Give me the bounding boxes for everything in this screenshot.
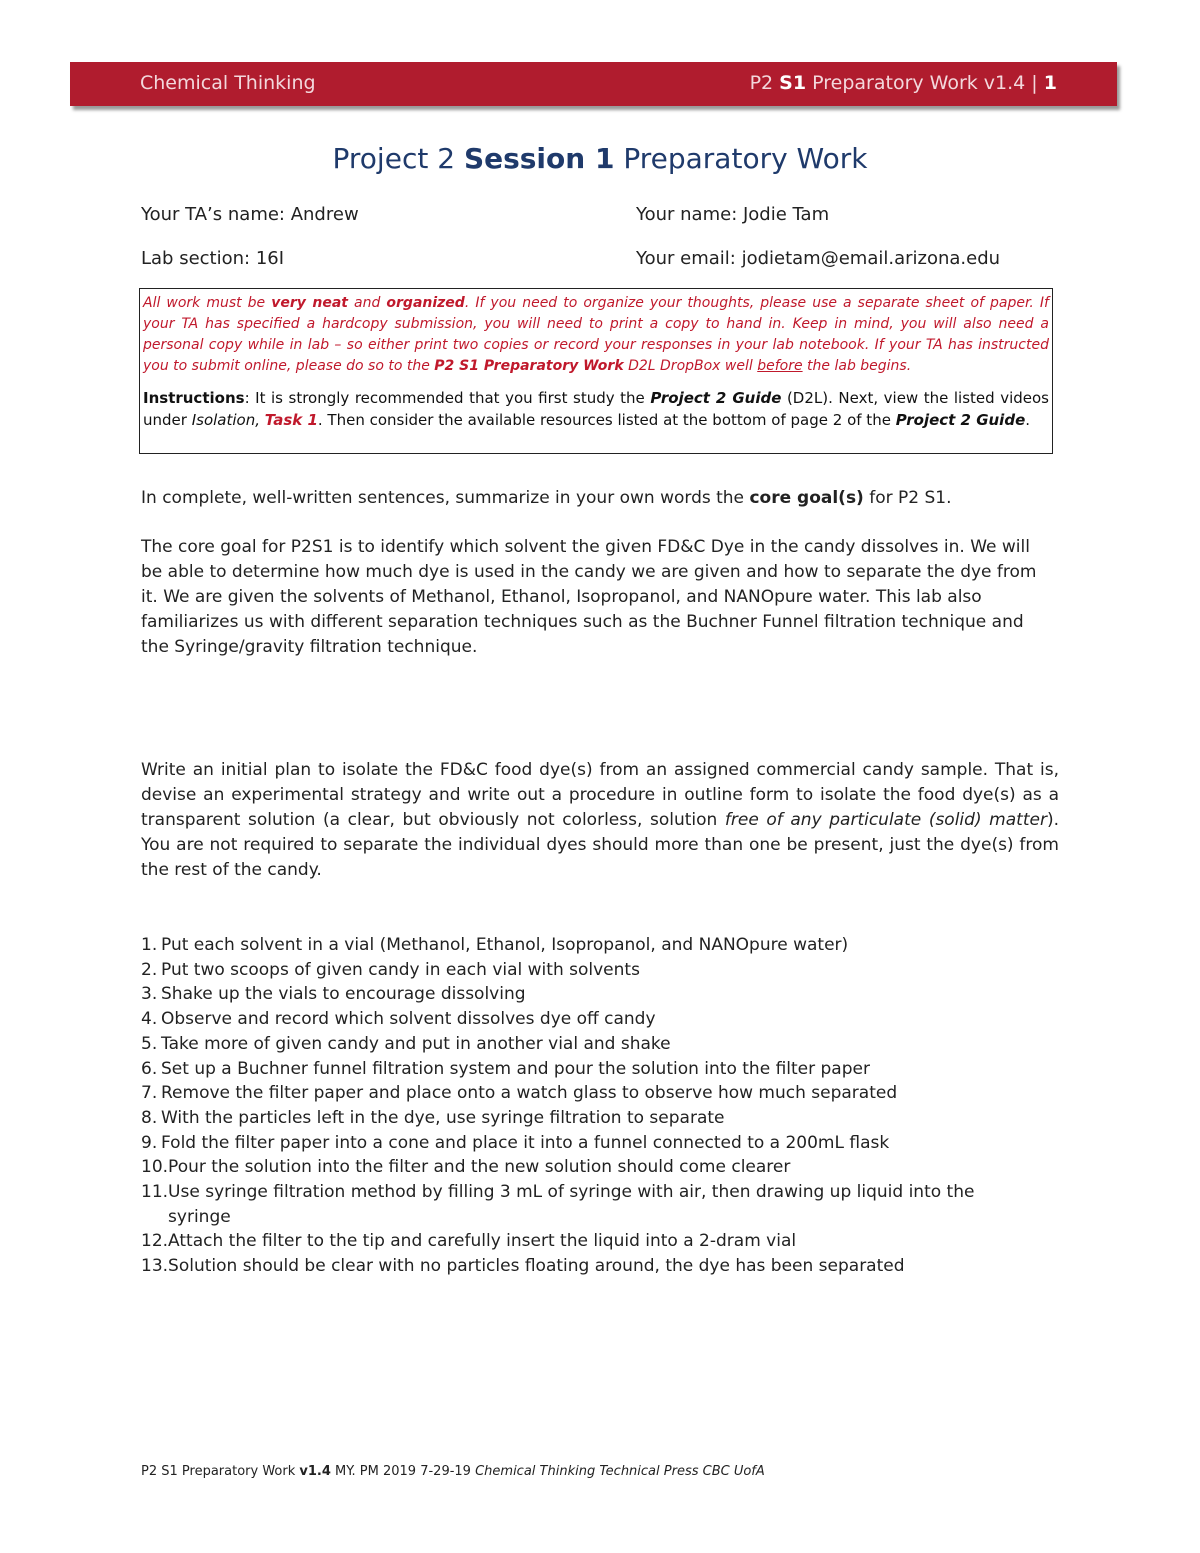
step-text: Use syringe filtration method by filling 3 mL of syringe with air, then drawing up liquid into the syringe (168, 1182, 975, 1227)
step-text: Attach the filter to the tip and carefully insert the liquid into a 2-dram vial (168, 1231, 797, 1252)
step-number: 10. (141, 1157, 169, 1178)
procedure-step (141, 958, 1041, 983)
step-number: 5. (141, 1033, 158, 1054)
step-number: 9. (141, 1132, 158, 1153)
lab-section-field: Lab section: 16I (141, 248, 285, 269)
step-number: 12. (141, 1231, 169, 1252)
submission-notice (143, 293, 1049, 377)
header-project: P2 (749, 72, 774, 94)
header-page-number: 1 (1043, 72, 1057, 94)
step-text: With the particles left in the dye, use syringe filtration to separate (161, 1107, 725, 1128)
header-document-label (750, 72, 1057, 94)
procedure-step (141, 1106, 1041, 1131)
question-1 (141, 486, 1059, 511)
step-text: Fold the filter paper into a cone and place it into a funnel connected to a 200mL flask (161, 1132, 890, 1153)
procedure-steps (141, 933, 1041, 1279)
procedure-step (141, 1032, 1041, 1057)
header-course-title: Chemical Thinking (140, 72, 316, 94)
question-text: ). You are not required to separate the individual dyes should more than one be present, just the dye(s) from the rest of the candy. (141, 810, 1059, 880)
step-number: 3. (141, 984, 158, 1005)
project-guide-ref: Project 2 Guide (895, 411, 1026, 429)
procedure-step (141, 1229, 1041, 1254)
title-project: Project 2 (332, 142, 456, 175)
procedure-step (141, 1155, 1041, 1180)
notice-text: D2L DropBox well (623, 358, 758, 374)
header-session: S1 (779, 72, 807, 94)
instructions-text-part: (D2L). Next, view the listed videos under (143, 389, 1049, 429)
project-guide-ref: Project 2 Guide (650, 389, 782, 407)
step-text: Put each solvent in a vial (Methanol, Ethanol, Isopropanol, and NANOpure water) (161, 935, 849, 955)
procedure-step (141, 1131, 1041, 1156)
task-1-ref: Task 1 (264, 411, 318, 429)
step-text: Pour the solution into the filter and the new solution should come clearer (168, 1157, 791, 1178)
instructions-box (139, 288, 1053, 454)
instructions-label: Instructions (143, 389, 245, 407)
procedure-step (141, 982, 1041, 1007)
footer-doc-name: P2 S1 Preparatory Work (141, 1464, 300, 1479)
notice-text: . If you need to organize your thoughts, please use a separate sheet of paper. If your TA has specified a hardcopy submission, you will need to print a copy to hand in. Keep in mind, you will also need a personal copy while in lab – so either print two copies or record your responses in your lab notebook. If your TA has instructed you to submit online, please do so to the (143, 295, 1049, 374)
step-number: 11. (141, 1182, 169, 1203)
question-text: In complete, well-written sentences, summarize in your own words the (141, 488, 750, 508)
footer-publisher: Chemical Thinking Technical Press CBC UofA (475, 1464, 765, 1479)
procedure-step (141, 1180, 1041, 1229)
title-session: Session 1 (463, 142, 615, 175)
step-text: Remove the filter paper and place onto a watch glass to observe how much separated (161, 1083, 898, 1104)
notice-very-neat: very neat (271, 295, 348, 311)
instructions-text-part: . (1025, 411, 1031, 429)
notice-dropbox-name: P2 S1 Preparatory Work (434, 358, 624, 374)
isolation-ref: Isolation, (191, 411, 265, 429)
answer-1: The core goal for P2S1 is to identify which solvent the given FD&C Dye in the candy dissolves in. We will be able to determine how much dye is used in the candy we are given and how to separate the dye from it. We are given the solvents of Methanol, Ethanol, Isopropanol, and NANOpure water. This lab also familiarizes us with different separation techniques such as the Buchner Funnel filtration technique and the Syringe/gravity filtration technique. (141, 537, 1037, 657)
step-text: Take more of given candy and put in another vial and shake (161, 1033, 671, 1054)
page-title (0, 142, 1200, 175)
notice-text: the lab begins. (802, 358, 912, 374)
step-text: Put two scoops of given candy in each vial with solvents (161, 959, 640, 980)
step-number: 4. (141, 1009, 158, 1030)
procedure-step (141, 1007, 1041, 1032)
procedure-step (141, 933, 1041, 958)
procedure-step (141, 1081, 1041, 1106)
question-text: Write an initial plan to isolate the FD&C food dye(s) from an assigned commercial candy sample. That is, devise an experimental strategy and write out a procedure in outline form to isolate the food dye(s) as a transparent solution (a clear, but obviously not colorless, solution (141, 760, 1059, 830)
notice-before: before (757, 358, 803, 374)
footer-version: v1.4 (299, 1464, 331, 1479)
procedure-step (141, 1254, 1041, 1279)
page-header (70, 62, 1117, 106)
header-version: Preparatory Work v1.4 | (812, 72, 1038, 94)
step-text: Observe and record which solvent dissolves dye off candy (161, 1009, 656, 1030)
notice-text: and (347, 295, 387, 311)
your-name-field: Your name: Jodie Tam (636, 204, 830, 225)
step-number: 8. (141, 1107, 158, 1128)
step-number: 6. (141, 1058, 158, 1079)
step-text: Solution should be clear with no particles floating around, the dye has been separated (168, 1256, 905, 1277)
notice-organized: organized (386, 295, 465, 311)
step-number: 1. (141, 935, 158, 955)
notice-text: All work must be (143, 295, 272, 311)
instructions-text (143, 387, 1049, 431)
footer-authors-date: MY. PM 2019 7-29-19 (330, 1464, 476, 1479)
question-2 (141, 758, 1059, 883)
step-number: 13. (141, 1256, 169, 1277)
step-text: Set up a Buchner funnel filtration system and pour the solution into the filter paper (161, 1058, 870, 1079)
procedure-step (141, 1057, 1041, 1082)
step-number: 2. (141, 959, 158, 980)
page-footer (141, 1464, 765, 1479)
instructions-text-part: : It is strongly recommended that you first study the (244, 389, 651, 407)
step-number: 7. (141, 1083, 158, 1104)
particulate-emphasis: free of any particulate (solid) matter (724, 810, 1047, 830)
ta-name-field: Your TA’s name: Andrew (141, 204, 359, 225)
core-goals-emphasis: core goal(s) (749, 488, 864, 508)
your-email-field: Your email: jodietam@email.arizona.edu (636, 248, 1001, 269)
instructions-text-part: . Then consider the available resources listed at the bottom of page 2 of the (317, 411, 896, 429)
step-text: Shake up the vials to encourage dissolving (161, 984, 526, 1005)
question-text: for P2 S1. (863, 488, 952, 508)
title-prep-work: Preparatory Work (623, 142, 868, 175)
